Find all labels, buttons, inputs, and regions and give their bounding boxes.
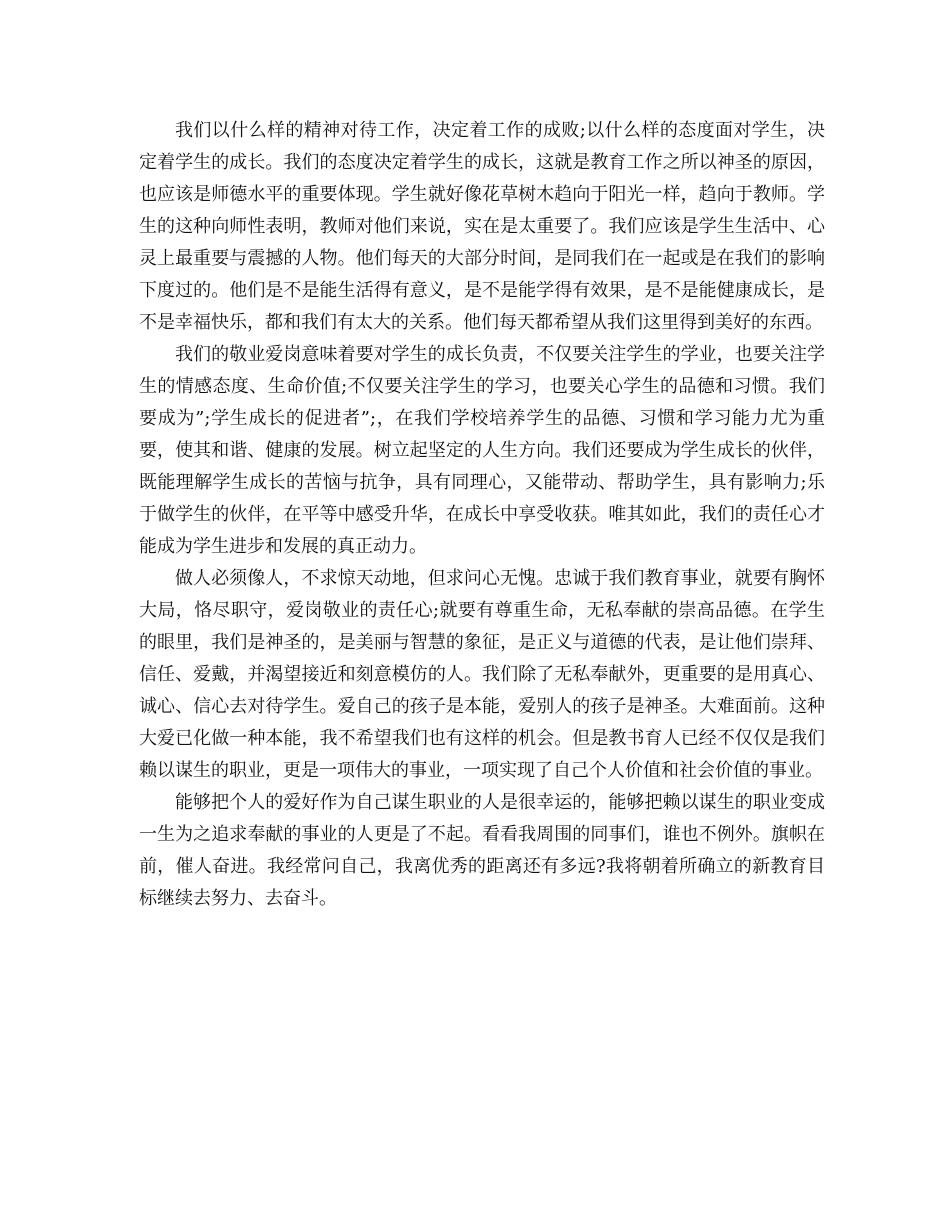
document-body — [139, 115, 825, 915]
paragraph-4: 能够把个人的爱好作为自己谋生职业的人是很幸运的，能够把赖以谋生的职业变成一生为之追求奉献的事业的人更是了不起。看看我周围的同事们，谁也不例外。旗帜在前，催人奋进。我经常问自己，我离优秀的距离还有多远?我将朝着所确立的新教育目标继续去努力、去奋斗。 — [139, 792, 825, 909]
paragraph-1: 我们以什么样的精神对待工作，决定着工作的成败;以什么样的态度面对学生，决定着学生的成长。我们的态度决定着学生的成长，这就是教育工作之所以神圣的原因，也应该是师德水平的重要体现。学生就好像花草树木趋向于阳光一样，趋向于教师。学生的这种向师性表明，教师对他们来说，实在是太重要了。我们应该是学生生活中、心灵上最重要与震撼的人物。他们每天的大部分时间，是同我们在一起或是在我们的影响下度过的。他们是不是能生活得有意义，是不是能学得有效果，是不是能健康成长，是不是幸福快乐，都和我们有太大的关系。他们每天都希望从我们这里得到美好的东西。 — [139, 120, 825, 333]
paragraph-2: 我们的敬业爱岗意味着要对学生的成长负责，不仅要关注学生的学业，也要关注学生的情感态度、生命价值;不仅要关注学生的学习，也要关心学生的品德和习惯。我们要成为”;学生成长的促进者”;，在我们学校培养学生的品德、习惯和学习能力尤为重要，使其和谐、健康的发展。树立起坚定的人生方向。我们还要成为学生成长的伙伴，既能理解学生成长的苦恼与抗争，具有同理心，又能带动、帮助学生，具有影响力;乐于做学生的伙伴，在平等中感受升华，在成长中享受收获。唯其如此，我们的责任心才能成为学生进步和发展的真正动力。 — [139, 344, 825, 557]
paragraph-3: 做人必须像人，不求惊天动地，但求问心无愧。忠诚于我们教育事业，就要有胸怀大局，恪尽职守，爱岗敬业的责任心;就要有尊重生命，无私奉献的崇高品德。在学生的眼里，我们是神圣的，是美丽与智慧的象征，是正义与道德的代表，是让他们崇拜、信任、爱戴，并渴望接近和刻意模仿的人。我们除了无私奉献外，更重要的是用真心、诚心、信心去对待学生。爱自己的孩子是本能，爱别人的孩子是神圣。大难面前。这种大爱已化做一种本能，我不希望我们也有这样的机会。但是教书育人已经不仅仅是我们赖以谋生的职业，更是一项伟大的事业，一项实现了自己个人价值和社会价值的事业。 — [139, 568, 825, 781]
